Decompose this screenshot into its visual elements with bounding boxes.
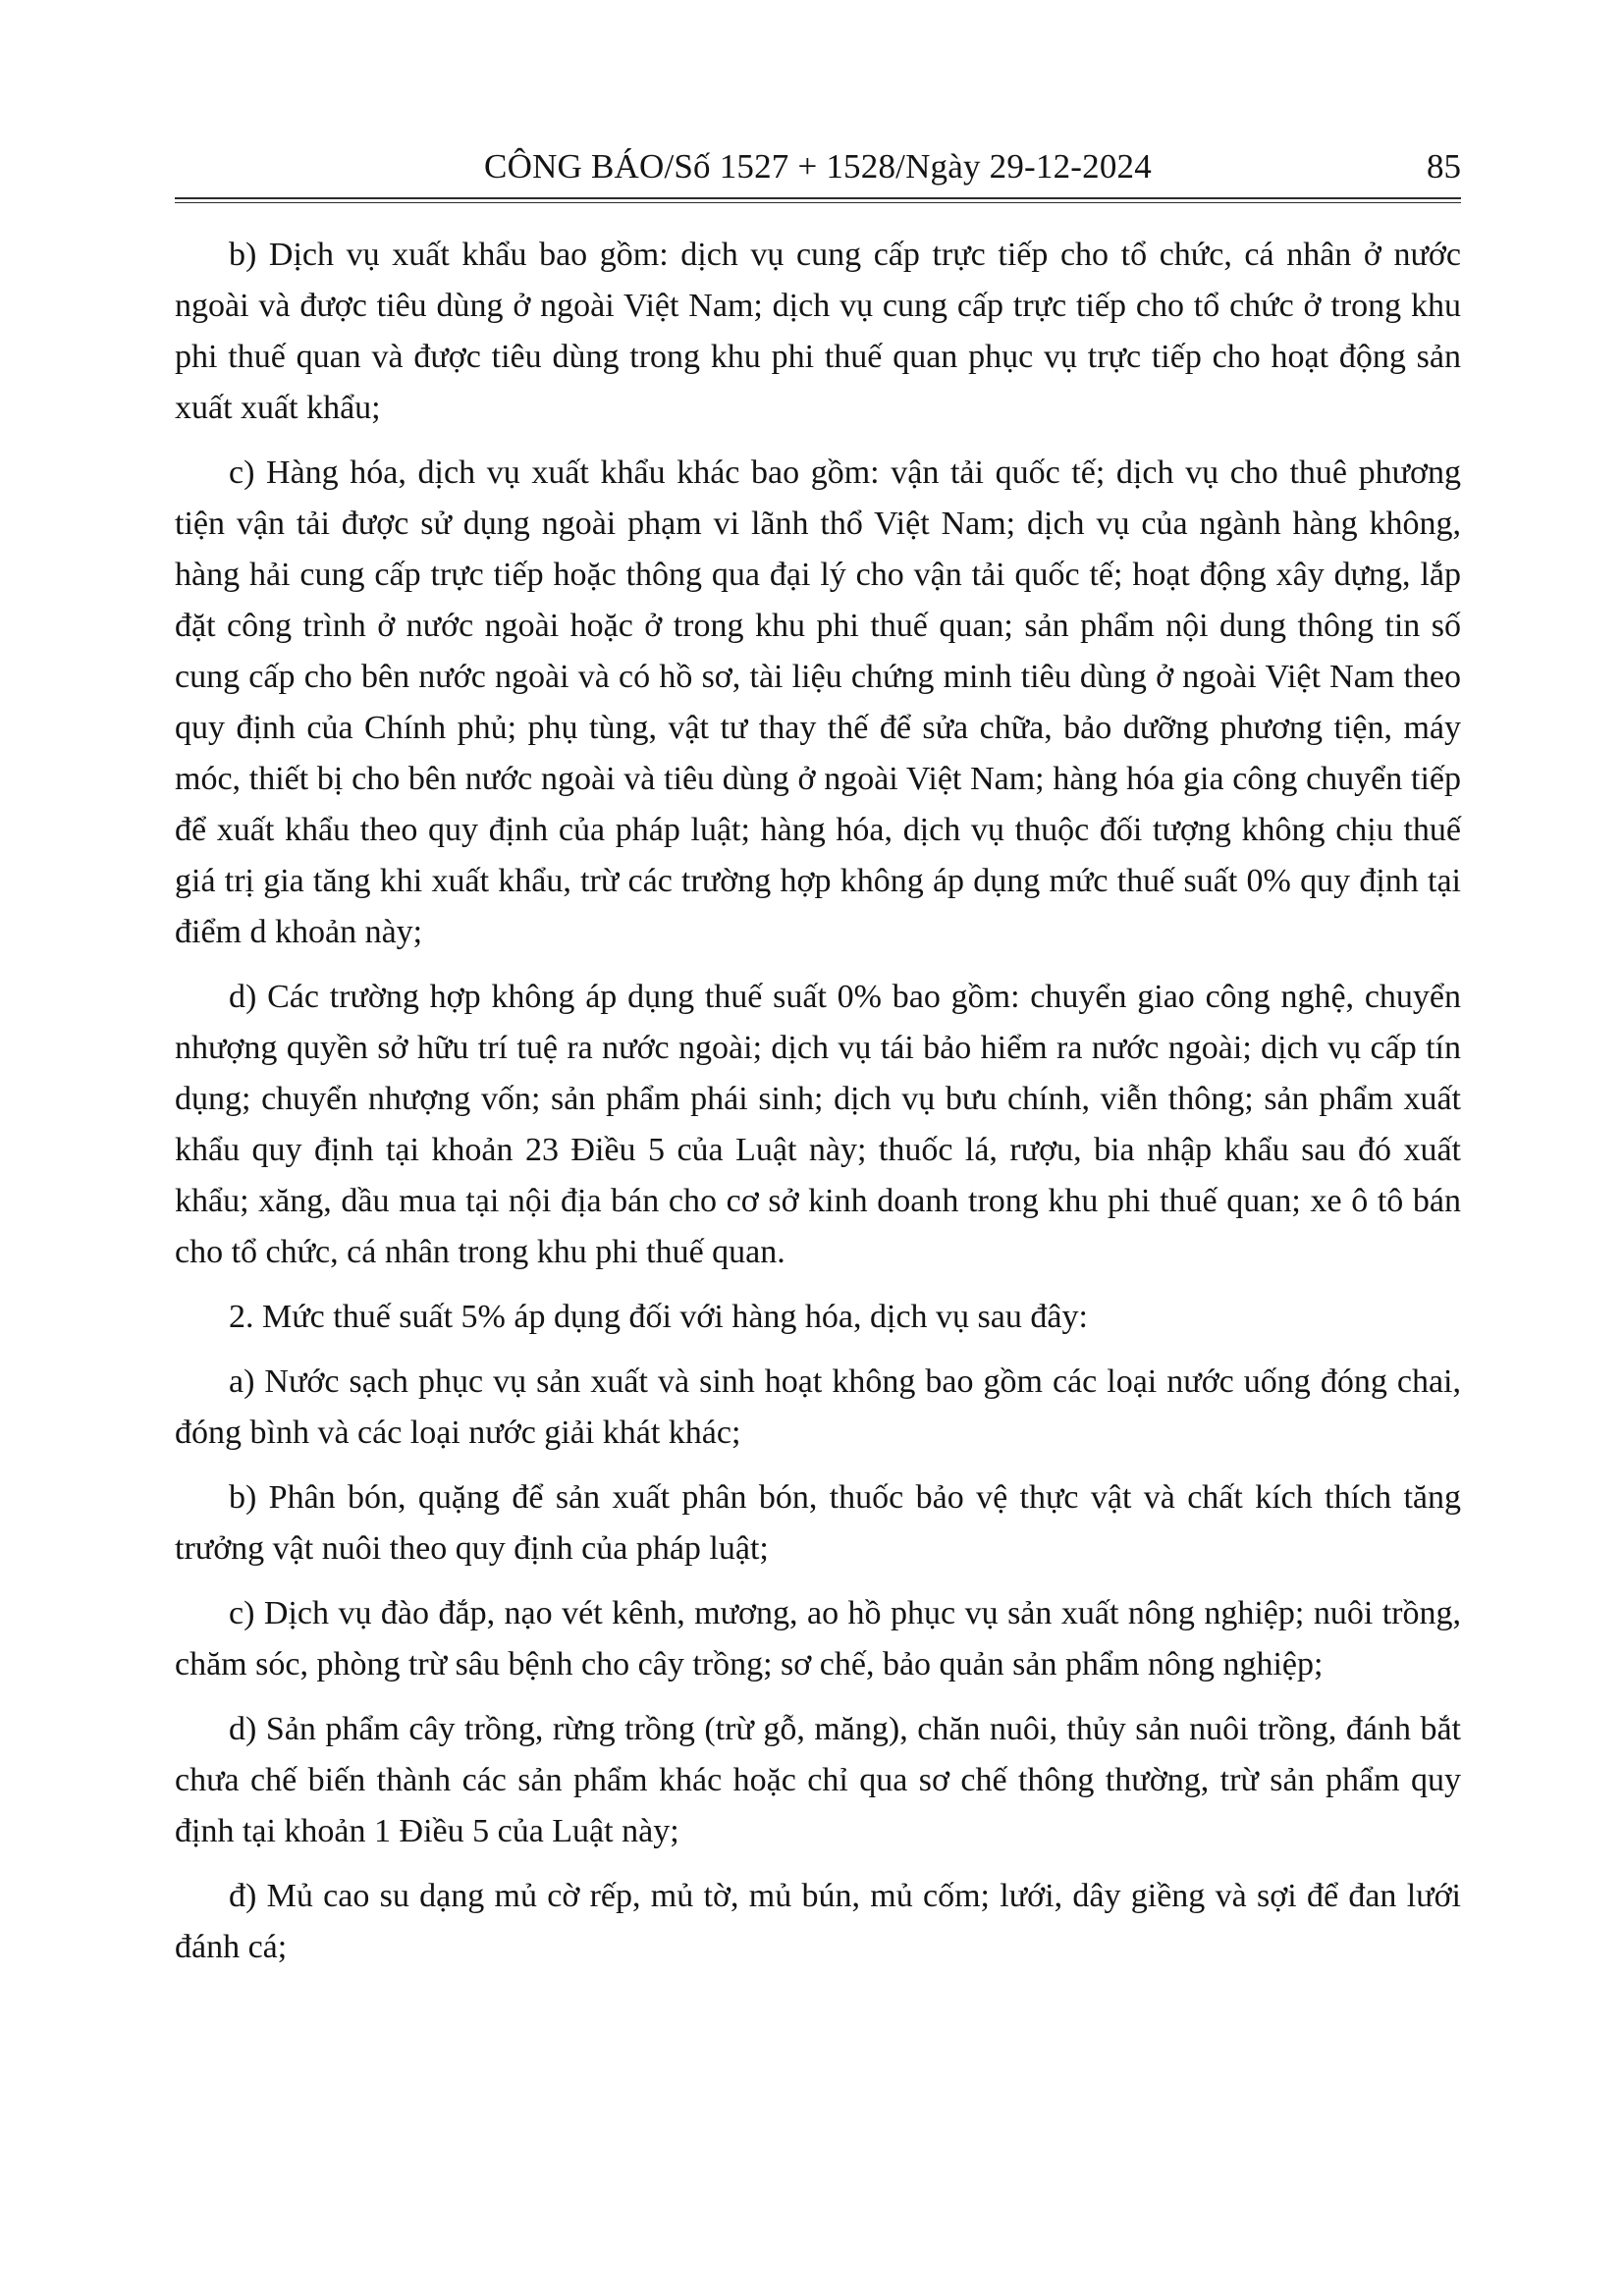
paragraph-first-line: c) Dịch vụ đào đắp, nạo vét kênh, mương, ao hồ phục vụ sản xuất nông nghiệp; — [229, 1595, 1305, 1631]
paragraph-c-agri-services — [175, 1588, 1461, 1690]
paragraph-first-line: b) Phân bón, quặng để sản xuất phân bón, thuốc bảo vệ thực vật và chất kích — [229, 1479, 1313, 1516]
paragraph-first-line: d) Sản phẩm cây trồng, rừng trồng (trừ gỗ, măng), chăn nuôi, thủy sản nuôi trồng, — [229, 1711, 1337, 1747]
paragraph-continuation: để đan lưới đánh cá; — [175, 1878, 1461, 1965]
paragraph-first-line: đ) Mủ cao su dạng mủ cờ rếp, mủ tờ, mủ bún, mủ cốm; lưới, dây giềng và sợi — [229, 1878, 1297, 1914]
header-rule — [175, 197, 1461, 199]
paragraph-continuation: nghệ, chuyển nhượng quyền sở hữu trí tuệ ra nước ngoài; dịch vụ tái bảo hiểm ra nước ngoài; dịch vụ cấp tín dụng; chuyển nhượng vốn; sản phẩm phái sinh; dịch vụ bưu chính, viễn thông; sản phẩm xuất khẩu quy định tại khoản 23 Điều 5 của Luật này; thuốc lá, rượu, bia nhập khẩu sau đó xuất khẩu; xăng, dầu mua tại nội địa bán cho cơ sở kinh doanh trong khu phi thuế quan; xe ô tô bán cho tổ chức, cá nhân trong khu phi thuế quan. — [175, 979, 1461, 1270]
page-number: 85 — [1427, 147, 1461, 186]
paragraph-first-line: 2. Mức thuế suất 5% áp dụng đối với hàng hóa, dịch vụ sau đây: — [229, 1299, 1088, 1335]
paragraph-first-line: b) Dịch vụ xuất khẩu bao gồm: dịch vụ cung cấp trực tiếp cho tổ chức, cá nhân — [229, 237, 1352, 273]
paragraph-first-line: a) Nước sạch phục vụ sản xuất và sinh hoạt không bao gồm các loại nước uống — [229, 1363, 1311, 1400]
paragraph-continuation: thuê phương tiện vận tải được sử dụng ngoài phạm vi lãnh thổ Việt Nam; dịch vụ của ngành hàng không, hàng hải cung cấp trực tiếp hoặc thông qua đại lý cho vận tải quốc tế; hoạt động xây dựng, lắp đặt công trình ở nước ngoài hoặc ở trong khu phi thuế quan; sản phẩm nội dung thông tin số cung cấp cho bên nước ngoài và có hồ sơ, tài liệu chứng minh tiêu dùng ở ngoài Việt Nam theo quy định của Chính phủ; phụ tùng, vật tư thay thế để sửa chữa, bảo dưỡng phương tiện, máy móc, thiết bị cho bên nước ngoài và tiêu dùng ở ngoài Việt Nam; hàng hóa gia công chuyển tiếp để xuất khẩu theo quy định của pháp luật; hàng hóa, dịch vụ thuộc đối tượng không chịu thuế giá trị gia tăng khi xuất khẩu, trừ các trường hợp không áp dụng mức thuế suất 0% quy định tại điểm d khoản này; — [175, 454, 1462, 950]
paragraph-continuation: nuôi trồng, chăm sóc, phòng trừ sâu bệnh cho cây trồng; sơ chế, bảo quản sản phẩm nông nghiệp; — [175, 1595, 1461, 1682]
paragraph-a-clean-water — [175, 1357, 1461, 1459]
paragraph-dd-rubber — [175, 1871, 1461, 1973]
paragraph-2-five-percent — [175, 1292, 1461, 1343]
paragraph-first-line: c) Hàng hóa, dịch vụ xuất khẩu khác bao gồm: vận tải quốc tế; dịch vụ cho — [229, 454, 1278, 491]
page-header — [175, 139, 1461, 194]
paragraph-d-exclusions — [175, 972, 1461, 1278]
document-body — [175, 230, 1461, 1973]
paragraph-continuation: thích tăng trưởng vật nuôi theo quy định của pháp luật; — [175, 1479, 1462, 1567]
paragraph-c-other-exports — [175, 448, 1461, 958]
paragraph-b-export-services — [175, 230, 1461, 434]
paragraph-b-fertilizer — [175, 1472, 1461, 1575]
paragraph-first-line: d) Các trường hợp không áp dụng thuế suất 0% bao gồm: chuyển giao công — [229, 979, 1271, 1015]
paragraph-d-agri-products — [175, 1704, 1461, 1857]
gazette-title: CÔNG BÁO/Số 1527 + 1528/Ngày 29-12-2024 — [484, 147, 1152, 186]
paragraph-continuation: đóng chai, đóng bình và các loại nước giải khát khác; — [175, 1363, 1461, 1451]
paragraph-continuation: đánh bắt chưa chế biến thành các sản phẩm khác hoặc chỉ qua sơ chế thông thường, trừ sản phẩm quy định tại khoản 1 Điều 5 của Luật này; — [175, 1711, 1462, 1849]
paragraph-continuation: ở nước ngoài và được tiêu dùng ở ngoài Việt Nam; dịch vụ cung cấp trực tiếp cho tổ chức ở trong khu phi thuế quan và được tiêu dùng trong khu phi thuế quan phục vụ trực tiếp cho hoạt động sản xuất xuất khẩu; — [175, 237, 1462, 426]
header-rule-thin — [175, 202, 1461, 203]
